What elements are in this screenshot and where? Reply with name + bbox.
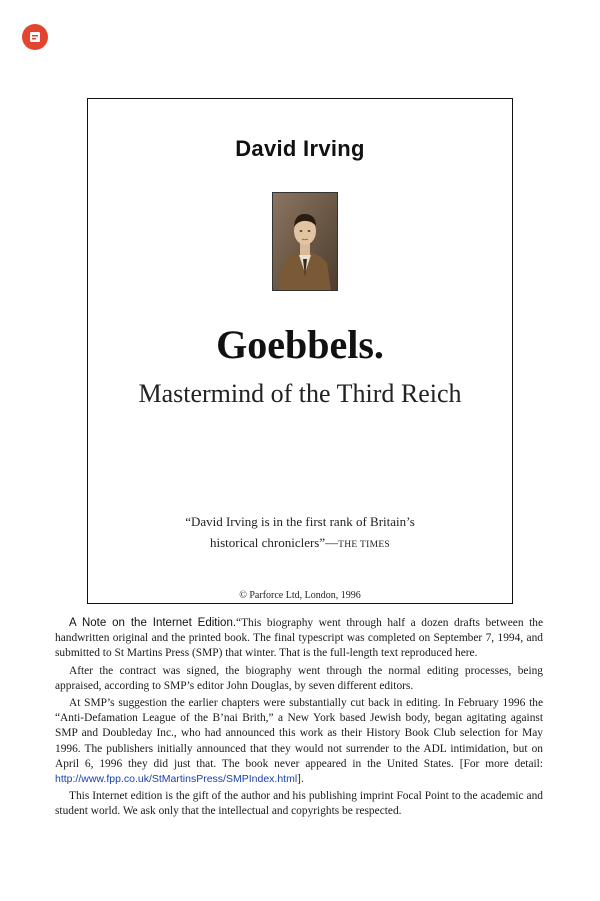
author-portrait-photo xyxy=(272,192,338,291)
note-heading: A Note on the Internet Edition. xyxy=(69,617,237,629)
review-quote xyxy=(88,511,512,556)
internet-edition-note xyxy=(55,616,543,822)
note-paragraph: This Internet edition is the gift of the author and his publishing imprint Focal Point to the academic and student world. We ask only that the intellectual and copyrights be respected. xyxy=(55,790,543,818)
smp-index-link[interactable]: http://www.fpp.co.uk/StMartinsPress/SMPIndex.html xyxy=(55,773,298,786)
quote-line: “David Irving is in the first rank of Britain’s xyxy=(185,514,415,529)
copyright-notice: © Parforce Ltd, London, 1996 xyxy=(239,590,361,601)
quote-source: THE TIMES xyxy=(338,540,391,550)
note-paragraph: At SMP’s suggestion the earlier chapters were substantially cut back in editing. In February 1996 the “Anti-Defamation League of the B’nai Brith,” a New York based Jewish body, began agitating against SMP and Doubleday Inc., who had announced this work as their History Book Club selection for May 1996. The publishers initially announced that they would not surrender to the ADL intimidation, but on April 6, 1996 they did just that. The book never appeared in the United States. [For more detail: http://www.fpp.co.uk/StMartinsPress/SMPIndex.html]. xyxy=(55,697,543,786)
book-subtitle: Mastermind of the Third Reich xyxy=(138,379,462,408)
book-cover xyxy=(87,98,513,604)
author-name: David Irving xyxy=(235,136,365,161)
quote-line: historical chroniclers”— xyxy=(209,535,339,550)
note-paragraph: After the contract was signed, the biography went through the normal editing processes, being appraised, according to SMP’s editor John Douglas, by seven different editors. xyxy=(55,664,543,692)
note-paragraph: A Note on the Internet Edition.“This biography went through half a dozen drafts between the handwritten original and the printed book. The final typescript was completed on September 7, 1994, and submitted to St Martins Press (SMP) that winter. That is the full-length text reproduced here. xyxy=(55,617,543,660)
book-title: Goebbels. xyxy=(216,322,384,367)
document-app-icon[interactable] xyxy=(22,24,48,50)
